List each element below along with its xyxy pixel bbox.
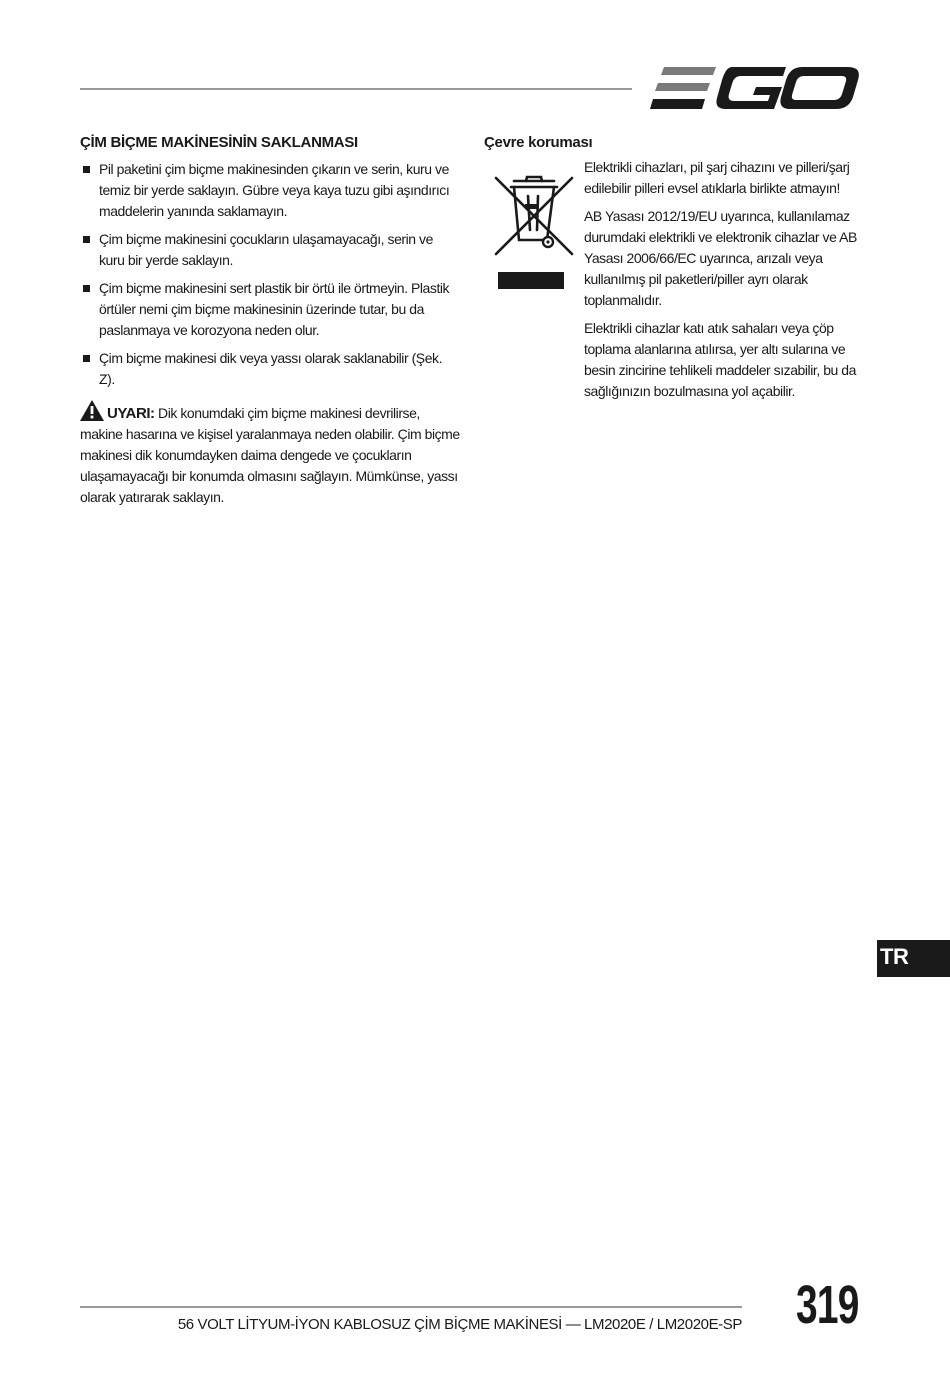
environment-text <box>584 157 874 402</box>
bullet-square-icon <box>83 236 90 243</box>
ego-logo <box>650 64 862 112</box>
environment-title: Çevre koruması <box>484 134 593 151</box>
storage-section <box>80 134 460 508</box>
list-item-text: Çim biçme makinesi dik veya yassı olarak saklanabilir (Şek. Z). <box>99 350 443 387</box>
warning-block <box>80 400 460 508</box>
list-item <box>80 348 460 390</box>
language-tab-label: TR <box>880 944 909 969</box>
warning-triangle-icon <box>80 400 104 421</box>
footer-rule <box>80 1306 742 1308</box>
header-rule <box>80 88 632 90</box>
list-item-text: Pil paketini çim biçme makinesinden çıkarın ve serin, kuru ve temiz bir yerde saklayın. Gübre veya kaya tuzu gibi aşındırıcı maddelerin yanında saklamayın. <box>99 161 450 219</box>
warning-label: UYARI: <box>107 405 155 422</box>
environment-section <box>484 134 874 409</box>
footer-title: 56 VOLT LİTYUM-İYON KABLOSUZ ÇİM BİÇME MAKİNESİ — LM2020E / LM2020E-SP <box>177 1316 742 1333</box>
list-item <box>80 159 460 222</box>
bullet-square-icon <box>83 355 90 362</box>
bullet-square-icon <box>83 166 90 173</box>
list-item <box>80 278 460 341</box>
warning-text: Dik konumdaki çim biçme makinesi devrilirse, makine hasarına ve kişisel yaralanmaya neden olabilir. Çim biçme makinesi dik konumdayken daima dengede ve çocukların ulaşamayacağı bir konumda olmasını sağlayın. Mümkünse, yassı olarak yatırarak saklayın. <box>80 405 460 505</box>
paragraph: Elektrikli cihazları, pil şarj cihazını ve pilleri/şarj edilebilir pilleri evsel atıklarla birlikte atmayın! <box>584 159 850 196</box>
crossed-out-wheelie-bin-icon <box>492 172 576 292</box>
list-item-text: Çim biçme makinesini çocukların ulaşamayacağı, serin ve kuru bir yerde saklayın. <box>99 231 433 268</box>
list-item <box>80 229 460 271</box>
page-number: 319 <box>796 1275 859 1335</box>
bullet-square-icon <box>83 285 90 292</box>
paragraph: Elektrikli cihazlar katı atık sahaları veya çöp toplama alanlarına atılırsa, yer altı sularına ve besin zincirine tehlikeli maddeler sızabilir, bu da sağlığınızın bozulmasına yol açabilir. <box>584 320 856 399</box>
storage-title: ÇİM BİÇME MAKİNESİNİN SAKLANMASI <box>80 134 358 151</box>
storage-list <box>80 159 460 390</box>
language-tab <box>877 940 950 977</box>
paragraph: AB Yasası 2012/19/EU uyarınca, kullanılamaz durumdaki elektrikli ve elektronik cihazlar ve AB Yasası 2006/66/EC uyarınca, arızalı veya kullanılmış pil paketleri/piller ayrı olarak toplanmalıdır. <box>584 208 857 308</box>
list-item-text: Çim biçme makinesini sert plastik bir örtü ile örtmeyin. Plastik örtüler nemi çim biçme makinesinin üzerinde tutar, bu da paslanmaya ve korozyona neden olur. <box>99 280 450 338</box>
